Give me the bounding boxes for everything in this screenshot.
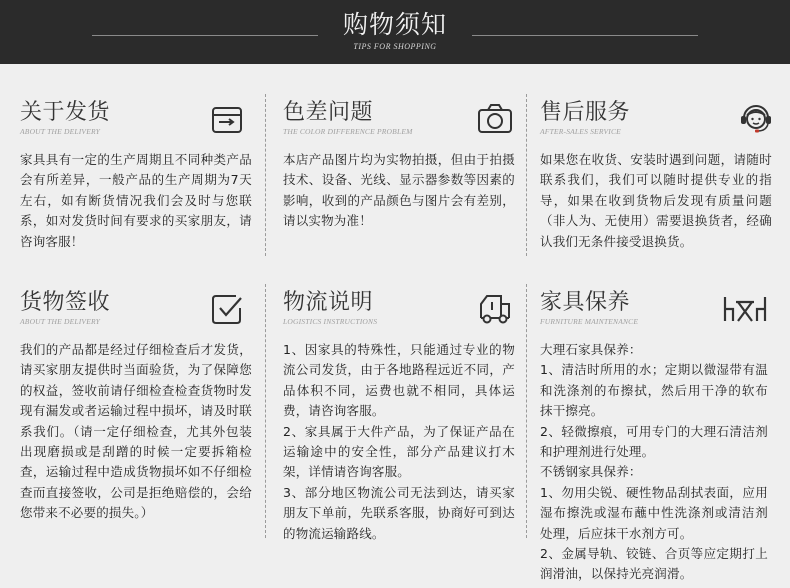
column-divider (526, 284, 527, 538)
truck-icon (477, 292, 511, 326)
section-body (540, 150, 772, 252)
section-subtitle: AFTER-SALES SERVICE (540, 127, 621, 136)
camera-icon (477, 102, 511, 136)
section-receipt (20, 290, 252, 524)
section-title: 售后服务 (540, 100, 631, 125)
paragraph: 我们的产品都是经过仔细检查后才发货，请买家朋友提供时当面验货，为了保障您的权益，签收前请仔细检查检查货物时发现有漏发或者运输过程中损坏，请及时联系我们。（请一定仔细检查，尤其外包装出现磨损或是刮蹭的时候一定要拆箱检查，运输过程中造成货物损坏如不仔细检查而直接签收，公司是拒绝赔偿的，会给您带来不必要的损失。） (20, 342, 252, 521)
paragraph: 本店产品图片均为实物拍摄，但由于拍摄技术、设备、光线、显示器参数等因素的影响，收到的产品颜色与图片会有差别，请以实物为准！ (283, 152, 515, 229)
paragraph: 2、轻微擦痕，可用专门的大理石清洁剂和护理剂进行处理。 (540, 423, 768, 460)
section-subtitle: LOGISTICS INSTRUCTIONS (283, 317, 378, 326)
section-subtitle: FURNITURE MAINTENANCE (540, 317, 639, 326)
paragraph: 1、清洁时所用的水；定期以微湿带有温和洗涤剂的布擦拭，然后用干净的软布抹干擦亮。 (540, 362, 768, 419)
section-title: 色差问题 (283, 100, 374, 125)
paragraph: 1、因家具的特殊性，只能通过专业的物流公司发货，由于各地路程远近不同，产品体积不同，运费也就不相同，具体运费，请咨询客服。 (283, 342, 515, 419)
page-subtitle: TIPS FOR SHOPPING (353, 42, 437, 51)
section-title: 关于发货 (20, 100, 111, 125)
section-body (540, 340, 768, 585)
column-divider (265, 284, 266, 538)
section-subtitle: ABOUT THE DELIVERY (20, 317, 100, 326)
section-color-difference (283, 100, 515, 232)
section-title: 货物签收 (20, 290, 111, 315)
paragraph: 如果您在收货、安装时遇到问题，请随时联系我们，我们可以随时提供专业的指导，如果在收到货物后发现有质量问题（非人为、无使用）需要退换货者，经确认我们无条件接受退换货。 (540, 152, 772, 249)
section-subtitle: THE COLOR DIFFERENCE PROBLEM (283, 127, 413, 136)
section-body (283, 340, 515, 544)
paragraph: 大理石家具保养： (540, 342, 642, 357)
header-banner (0, 0, 790, 64)
section-subtitle: ABOUT THE DELIVERY (20, 127, 100, 136)
section-body (20, 340, 252, 524)
paragraph: 不锈钢家具保养： (540, 464, 642, 480)
section-body (283, 150, 515, 232)
section-title: 物流说明 (283, 290, 374, 315)
section-body (20, 150, 252, 252)
page-title: 购物须知 (342, 10, 447, 39)
column-divider (526, 94, 527, 256)
checkbox-icon (210, 292, 244, 326)
paragraph: 1、勿用尖锐、硬性物品刮拭表面，应用湿布擦洗或湿布蘸中性洗涤剂或清洁剂处理，后应抹干水剂方可。 (540, 484, 768, 541)
furniture-icon (722, 294, 768, 328)
section-title: 家具保养 (540, 290, 631, 315)
paragraph: 2、金属导轨、铰链、合页等应定期打上润滑油，以保持光亮润滑。 (540, 546, 768, 582)
delivery-box-icon (210, 102, 244, 136)
section-furniture-maintenance (540, 290, 768, 585)
paragraph: 3、部分地区物流公司无法到达，请买家朋友下单前，先联系客服，协商好可到达的物流运输路线。 (283, 484, 515, 541)
customer-service-icon (738, 100, 772, 134)
section-delivery (20, 100, 252, 252)
section-logistics (283, 290, 515, 544)
section-after-sales (540, 100, 772, 252)
paragraph: 2、家具属于大件产品，为了保证产品在运输途中的安全性，部分产品建议打木架，详情请咨询客服。 (283, 423, 515, 480)
paragraph: 家具具有一定的生产周期且不同种类产品会有所差异，一般产品的生产周期为7天左右，如有断货情况我们会及时与您联系，如对发货时间有要求的买家朋友，请咨询客服！ (20, 152, 252, 249)
column-divider (265, 94, 266, 256)
